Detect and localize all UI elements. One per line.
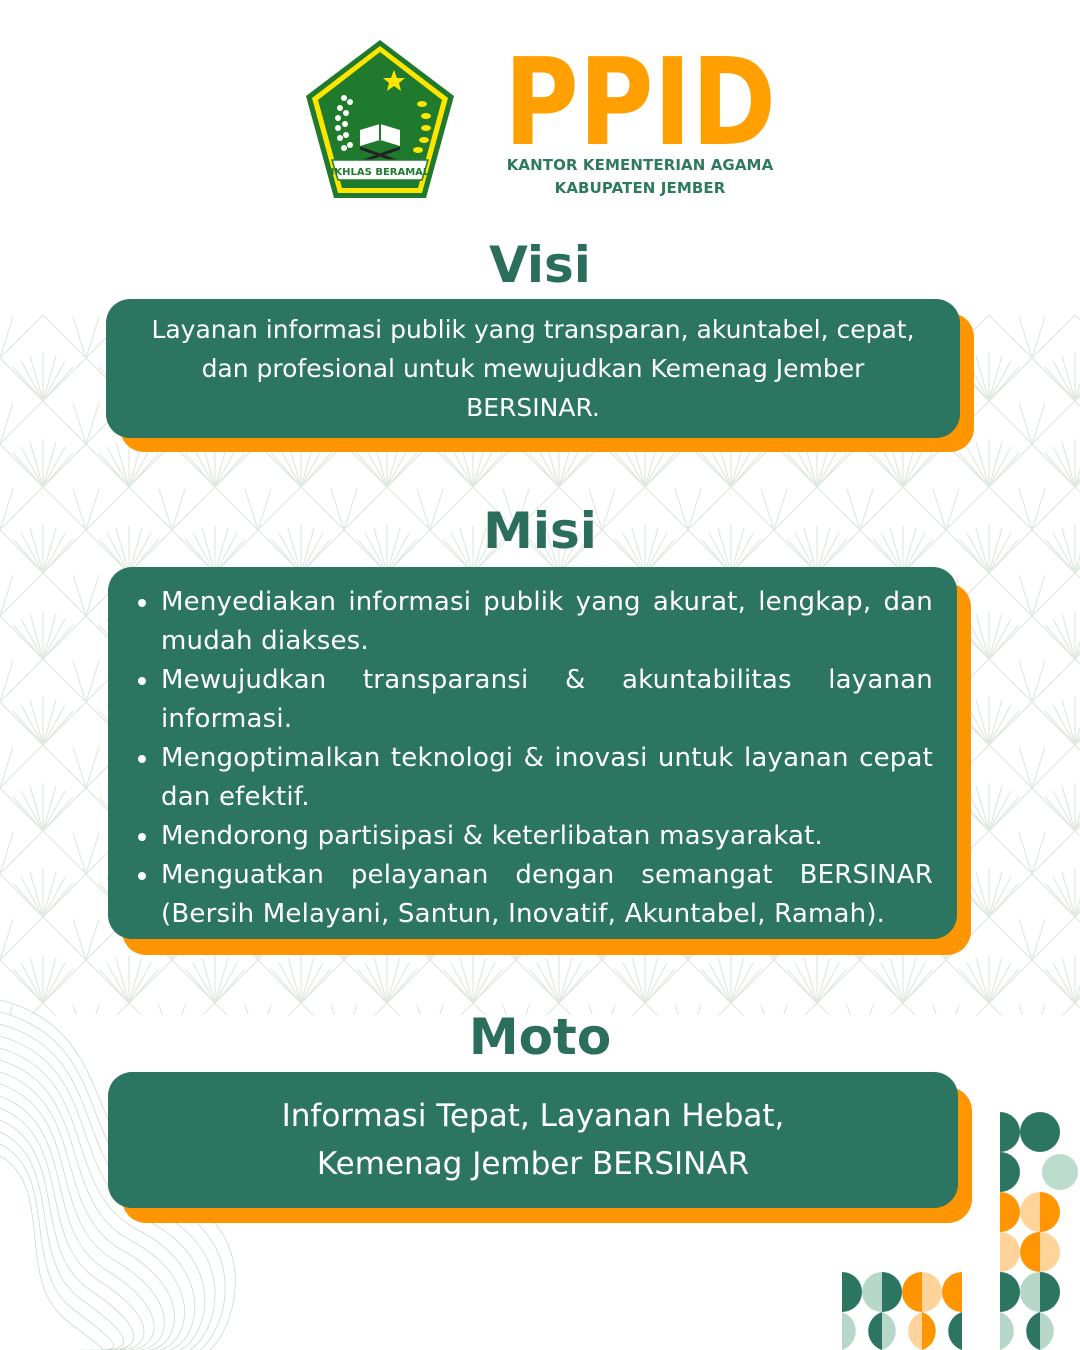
moto-box	[108, 1072, 958, 1208]
ppid-logo	[500, 40, 780, 152]
moto-card	[108, 1072, 958, 1208]
kemenag-emblem	[304, 38, 456, 200]
misi-list	[108, 567, 957, 934]
misi-box	[108, 567, 957, 939]
ppid-logo-text: PPID	[504, 40, 776, 152]
misi-card	[108, 567, 957, 939]
misi-item: Mendorong partisipasi & keterlibatan masyarakat.	[161, 817, 933, 856]
visi-card	[106, 299, 960, 438]
org-line-2: KABUPATEN JEMBER	[554, 179, 726, 197]
org-line-1: KANTOR KEMENTERIAN AGAMA	[506, 156, 774, 174]
misi-item: Menguatkan pelayanan dengan semangat BERSINAR (Bersih Melayani, Santun, Inovatif, Akuntabel, Ramah).	[161, 856, 933, 934]
misi-title: Misi	[483, 502, 597, 560]
visi-text: Layanan informasi publik yang transparan, akuntabel, cepat, dan profesional untuk mewujudkan Kemenag Jember BERSINAR.	[106, 299, 960, 438]
misi-item: Menyediakan informasi publik yang akurat, lengkap, dan mudah diakses.	[161, 583, 933, 661]
moto-line-1: Informasi Tepat, Layanan Hebat,	[281, 1098, 785, 1134]
misi-item: Mewujudkan transparansi & akuntabilitas layanan informasi.	[161, 661, 933, 739]
moto-title: Moto	[468, 1008, 612, 1066]
moto-line-2: Kemenag Jember BERSINAR	[316, 1146, 750, 1182]
misi-item: Mengoptimalkan teknologi & inovasi untuk layanan cepat dan efektif.	[161, 739, 933, 817]
emblem-ribbon-text: IKHLAS BERAMAL	[330, 167, 430, 178]
visi-title: Visi	[489, 236, 591, 294]
